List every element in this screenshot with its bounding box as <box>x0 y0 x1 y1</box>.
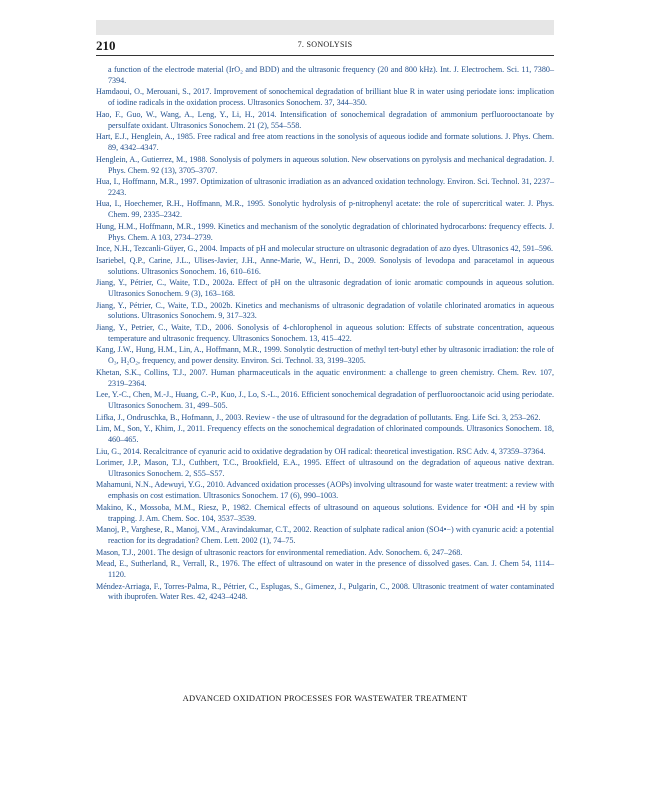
reference-item: Jiang, Y., Petrier, C., Waite, T.D., 2006. Sonolysis of 4-chlorophenol in aqueous solution: Effects of substrate concentration, aqueous temperature and ultrasonic frequency. Ultrasonics Sonochem. 13, 415–422. <box>96 322 554 343</box>
reference-item: Hua, I., Hoffmann, M.R., 1997. Optimization of ultrasonic irradiation as an advanced oxidation technology. Environ. Sci. Technol. 31, 2237–2243. <box>96 177 554 197</box>
reference-item: Hamdaoui, O., Merouani, S., 2017. Improvement of sonochemical degradation of brilliant blue R in water using periodate ions: implication of iodine radicals in the oxidation process. Ultrasonics Sonochem. 37, 344–350. <box>96 87 554 108</box>
reference-item: Manoj, P., Varghese, R., Manoj, V.M., Aravindakumar, C.T., 2002. Reaction of sulphate radical anion (SO4•−) with cyanuric acid: a potential reaction for its degradation? Chem. Lett. 2002 (1), 74–75. <box>96 525 554 546</box>
chapter-title: 7. SONOLYSIS <box>297 40 353 49</box>
reference-item: Hung, H.M., Hoffmann, M.R., 1999. Kinetics and mechanism of the sonolytic degradation of chlorinated hydrocarbons: frequency effects. J. Phys. Chem. A 103, 2734–2739. <box>96 221 554 242</box>
reference-item: Kang, J.W., Hung, H.M., Lin, A., Hoffmann, M.R., 1999. Sonolytic destruction of methyl tert-butyl ether by ultrasonic irradiation: the role of O₃, H₂O₂, frequency, and power density. Environ. Sci. Technol. 33, 3199–3205. <box>96 345 554 366</box>
top-gray-bar <box>96 20 554 35</box>
reference-item: Lim, M., Son, Y., Khim, J., 2011. Frequency effects on the sonochemical degradation of chlorinated compounds. Ultrasonics Sonochem. 18, 460–465. <box>96 424 554 444</box>
reference-item: Méndez-Arriaga, F., Torres-Palma, R., Pétrier, C., Esplugas, S., Gimenez, J., Pulgarin, C., 2008. Ultrasonic treatment of water contaminated with ibuprofen. Water Res. 42, 4243–4248. <box>96 581 554 602</box>
reference-item: Lee, Y.-C., Chen, M.-J., Huang, C.-P., Kuo, J., Lo, S.-L., 2016. Efficient sonochemical degradation of perfluorooctanoic acid using periodate. Ultrasonics Sonochem. 31, 499–505. <box>96 390 554 411</box>
reference-item: Liu, G., 2014. Recalcitrance of cyanuric acid to oxidative degradation by OH radical: theoretical investigation. RSC Adv. 4, 37359–37364. <box>96 446 546 456</box>
reference-item: Ince, N.H., Tezcanli-Güyer, G., 2004. Impacts of pH and molecular structure on ultrasonic degradation of azo dyes. Ultrasonics 42, 591–596. <box>96 244 554 254</box>
reference-item: Mason, T.J., 2001. The design of ultrasonic reactors for environmental remediation. Adv. Sonochem. 6, 247–268. <box>96 547 463 557</box>
reference-item: Khetan, S.K., Collins, T.J., 2007. Human pharmaceuticals in the aquatic environment: a challenge to green chemistry. Chem. Rev. 107, 2319–2364. <box>96 367 554 388</box>
reference-item: Mahamuni, N.N., Adewuyi, Y.G., 2010. Advanced oxidation processes (AOPs) involving ultrasound for waste water treatment: a review with emphasis on cost estimation. Ultrasonics Sonochem. 17 (6), 990–1003. <box>96 480 554 501</box>
reference-item: Hart, E.J., Henglein, A., 1985. Free radical and free atom reactions in the sonolysis of aqueous iodide and formate solutions. J. Phys. Chem. 89, 4342–4347. <box>96 132 554 153</box>
reference-item: Makino, K., Mossoba, M.M., Riesz, P., 1982. Chemical effects of ultrasound on aqueous solutions. Evidence for •OH and •H by spin trapping. J. Am. Chem. Soc. 104, 3537–3539. <box>96 502 554 523</box>
reference-item: Henglein, A., Gutierrez, M., 1988. Sonolysis of polymers in aqueous solution. New observations on pyrolysis and mechanical degradation. J. Phys. Chem. 92 (13), 3705–3707. <box>96 154 554 175</box>
reference-item: Hao, F., Guo, W., Wang, A., Leng, Y., Li, H., 2014. Intensification of sonochemical degradation of ammonium perfluorooctanoate by persulfate oxidant. Ultrasonics Sonochem. 21 (2), 554–558. <box>96 109 554 130</box>
book-title-footer: ADVANCED OXIDATION PROCESSES FOR WASTEWATER TREATMENT <box>182 693 468 703</box>
reference-item: Lifka, J., Ondruschka, B., Hofmann, J., 2003. Review - the use of ultrasound for the degradation of pollutants. Eng. Life Sci. 3, 253–262. <box>96 412 541 422</box>
page-header <box>96 37 554 56</box>
reference-list <box>96 65 554 604</box>
reference-item: Jiang, Y., Pétrier, C., Waite, T.D., 2002b. Kinetics and mechanisms of ultrasonic degradation of volatile chlorinated aromatics in aqueous solutions. Ultrasonics Sonochem. 9, 317–323. <box>96 300 554 321</box>
reference-item: Jiang, Y., Pétrier, C., Waite, T.D., 2002a. Effect of pH on the ultrasonic degradation of ionic aromatic compounds in aqueous solution. Ultrasonics Sonochem. 9 (3), 163–168. <box>96 278 554 299</box>
reference-item: a function of the electrode material (IrO₂ and BDD) and the ultrasonic frequency (20 and 800 kHz). Int. J. Electrochem. Sci. 11, 7380–7394. <box>108 65 554 85</box>
page-number: 210 <box>96 38 116 53</box>
reference-item: Mead, E., Sutherland, R., Verrall, R., 1976. The effect of ultrasound on water in the presence of dissolved gases. Can. J. Chem 54, 1114–1120. <box>96 559 554 580</box>
reference-item: Isariebel, Q.P., Carine, J.L., Ulises-Javier, J.H., Anne-Marie, W., Henri, D., 2009. Sonolysis of levodopa and paracetamol in aqueous solutions. Ultrasonics Sonochem. 16, 610–616. <box>96 255 554 276</box>
reference-item: Hua, I., Hoechemer, R.H., Hoffmann, M.R., 1995. Sonolytic hydrolysis of p-nitrophenyl acetate: the role of supercritical water. J. Phys. Chem. 99, 2335–2342. <box>96 199 554 220</box>
reference-item: Lorimer, J.P., Mason, T.J., Cuthbert, T.C., Brookfield, E.A., 1995. Effect of ultrasound on the degradation of aqueous native dextran. Ultrasonics Sonochem. 2, S55–S57. <box>96 458 554 478</box>
